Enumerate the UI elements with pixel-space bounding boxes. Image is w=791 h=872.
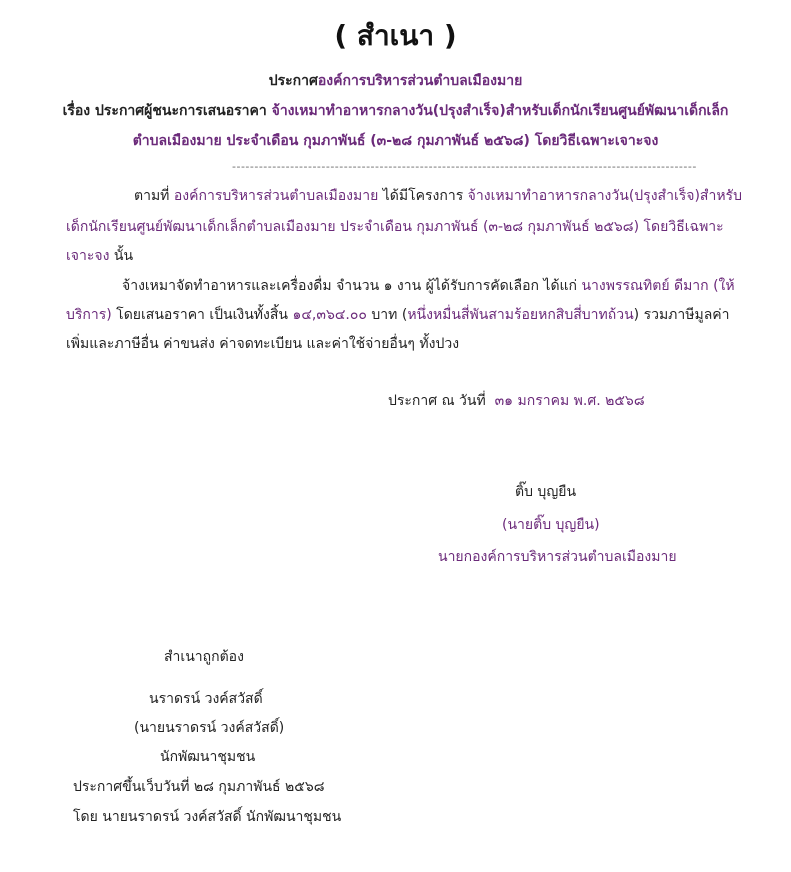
p2-l1a: จ้างเหมาจัดทำอาหารและเครื่องดื่ม จำนวน ๑ งาน ผู้ได้รับการคัดเลือก ได้แก่ — [122, 278, 582, 294]
subject-line-2: ตำบลเมืองมาย ประจำเดือน กุมภาพันธ์ (๓-๒๘ กุมภาพันธ์ ๒๕๖๘) โดยวิธีเฉพาะเจาะจง — [132, 133, 659, 149]
signer-position: นายกองค์การบริหารส่วนตำบลเมืองมาย — [438, 549, 677, 565]
certify-position: นักพัฒนาชุมชน — [160, 749, 256, 765]
posted-date: ประกาศขึ้นเว็บวันที่ ๒๘ กุมภาพันธ์ ๒๕๖๘ — [73, 779, 325, 795]
certify-signature: นราดรน์ วงค์สวัสดิ์ — [149, 691, 263, 707]
p2-l2d: บาท ( — [366, 307, 408, 323]
p2-l2b: โดยเสนอราคา เป็นเงินทั้งสิ้น — [111, 307, 293, 323]
paragraph2-line2 — [66, 304, 730, 326]
p2-amount-words: หนึ่งหมื่นสี่พันสามร้อยหกสิบสี่บาทถ้วน — [407, 307, 634, 323]
p1-project: จ้างเหมาทำอาหารกลางวัน(ปรุงสำเร็จ)สำหรับ — [467, 188, 742, 204]
subject-project: จ้างเหมาทำอาหารกลางวัน(ปรุงสำเร็จ)สำหรับเด็กนักเรียนศูนย์พัฒนาเด็กเล็ก — [271, 103, 729, 119]
p1-line3-end: นั้น — [109, 248, 134, 264]
paragraph1-line1 — [134, 185, 742, 207]
posted-by: โดย นายนราดรน์ วงค์สวัสดิ์ นักพัฒนาชุมชน — [73, 809, 342, 825]
p1-org: องค์การบริหารส่วนตำบลเมืองมาย — [173, 188, 379, 204]
paragraph2-line3: เพิ่มและภาษีอื่น ค่าขนส่ง ค่าจดทะเบียน และค่าใช้จ่ายอื่นๆ ทั้งปวง — [66, 336, 460, 352]
signer-signature: ติ๊บ บุญยืน — [515, 484, 577, 500]
signer-name: (นายติ๊บ บุญยืน) — [502, 517, 600, 533]
subject-prefix: เรื่อง ประกาศผู้ชนะการเสนอราคา — [62, 103, 272, 119]
p2-winner: นางพรรณทิตย์ ดีมาก (ให้ — [581, 278, 735, 294]
announce-label: ประกาศ ณ วันที่ — [388, 393, 486, 409]
divider: -------------------------------------------------------------------------------------------------------- — [232, 160, 697, 173]
announce-date-value: ๓๑ มกราคม พ.ศ. ๒๕๖๘ — [494, 393, 645, 409]
p1-prefix: ตามที่ — [134, 188, 174, 204]
p2-l2a: บริการ) — [66, 307, 112, 323]
p2-amount: ๑๔,๓๖๔.๐๐ — [292, 307, 367, 323]
document-title: ( สำเนา ) — [334, 19, 457, 52]
certify-label: สำเนาถูกต้อง — [164, 649, 244, 665]
p1-line3-purple: เจาะจง — [66, 248, 110, 264]
paragraph1-line2: เด็กนักเรียนศูนย์พัฒนาเด็กเล็กตำบลเมืองมาย ประจำเดือน กุมภาพันธ์ (๓-๒๘ กุมภาพันธ์ ๒๕๖๘) โดยวิธีเฉพาะ — [66, 219, 724, 235]
p1-mid: ได้มีโครงการ — [378, 188, 468, 204]
heading-org: องค์การบริหารส่วนตำบลเมืองมาย — [317, 73, 523, 89]
paragraph1-line3 — [66, 245, 133, 267]
subject-line — [0, 100, 791, 122]
paragraph2-line1 — [122, 275, 735, 297]
p2-l2f: ) รวมภาษีมูลค่า — [633, 307, 730, 323]
certify-name: (นายนราดรน์ วงค์สวัสดิ์) — [134, 720, 285, 736]
announcement-heading — [0, 70, 791, 92]
announce-date — [388, 390, 645, 412]
heading-prefix: ประกาศ — [268, 73, 318, 89]
